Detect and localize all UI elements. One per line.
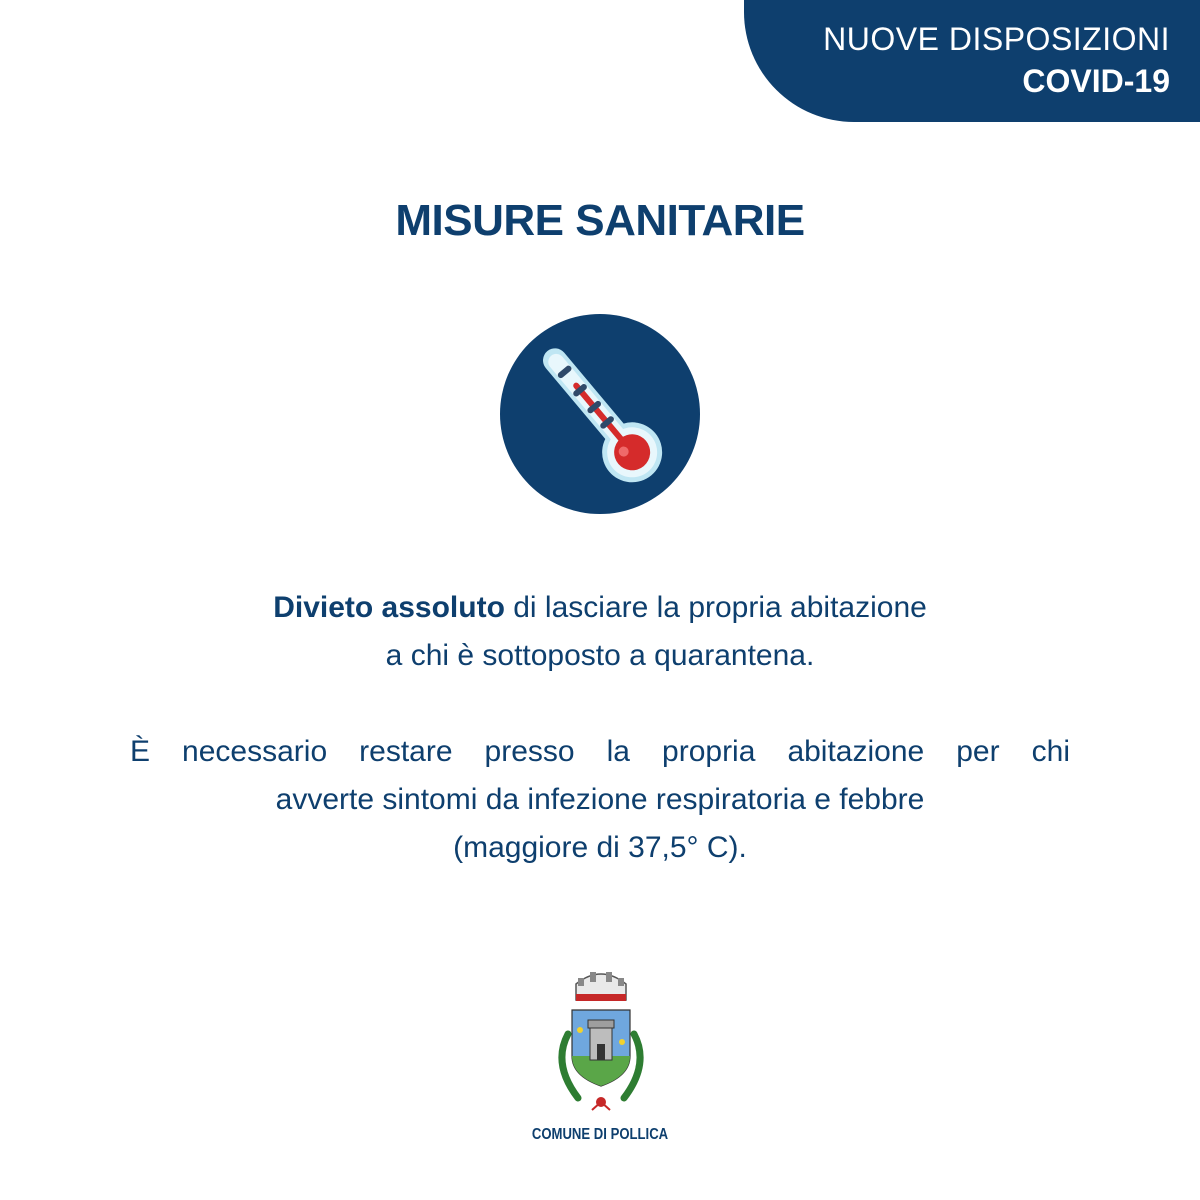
- header-line2: COVID-19: [1022, 63, 1170, 99]
- symptoms-line1: È necessario restare presso la propria abitazione per chi: [130, 735, 1070, 768]
- symptoms-paragraph: [130, 728, 1070, 872]
- header-line1: NUOVE DISPOSIZIONI: [823, 21, 1170, 57]
- quarantine-line1-rest: di lasciare la propria abitazione: [504, 591, 927, 624]
- quarantine-paragraph: [130, 584, 1070, 680]
- symptoms-line2: avverte sintomi da infezione respiratoria e febbre: [275, 783, 925, 816]
- municipal-coat-of-arms-icon: [548, 964, 654, 1114]
- page-title: MISURE SANITARIE: [395, 196, 805, 245]
- thermometer-icon: [500, 314, 700, 514]
- symptoms-line3: (maggiore di 37,5° C).: [453, 831, 747, 864]
- quarantine-line1: [130, 584, 1070, 632]
- municipality-caption: COMUNE DI POLLICA: [531, 1126, 669, 1143]
- quarantine-line2: a chi è sottoposto a quarantena.: [385, 639, 815, 672]
- quarantine-bold-lead: Divieto assoluto: [273, 591, 505, 624]
- header-tab: [744, 0, 1200, 122]
